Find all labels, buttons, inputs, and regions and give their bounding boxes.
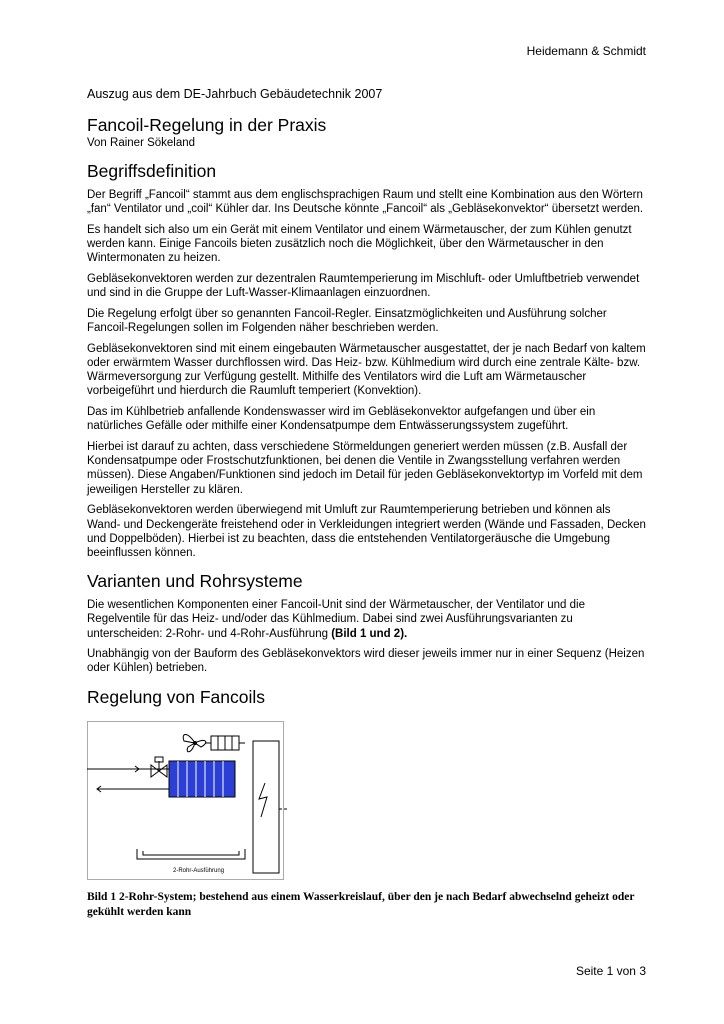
paragraph: Gebläsekonvektoren werden überwiegend mit Umluft zur Raumtemperierung betrieben und können als Wand- und Deckengeräte freistehend oder in Verkleidungen integriert werden (Wände und Fassaden, Decken und Doppelböden). Hierbei ist zu beachten, dass die entstehenden Ventilatorgeräusche die Umgebung beeinflussen können.	[87, 504, 646, 559]
return-pipe	[97, 786, 169, 792]
fan-icon	[183, 735, 206, 752]
damper-box	[205, 736, 245, 750]
valve-icon	[151, 757, 167, 777]
lightning-icon	[259, 783, 267, 817]
figure-inner-label: 2-Rohr-Ausführung	[173, 868, 225, 874]
heading-control: Regelung von Fancoils	[87, 686, 266, 707]
heading-variants: Varianten und Rohrsysteme	[87, 571, 303, 592]
paragraph: Gebläsekonvektoren sind mit einem eingebauten Wärmetauscher ausgestattet, der je nach Bedarf von kaltem oder erwärmtem Wasser durchflossen wird. Das Heiz- bzw. Kühlmedium wird durch eine zentrale Kälte- bzw. Wärmeversorgung zur Verfügung gestellt. Mithilfe des Ventilators wird die Luft am Wärmetauscher vorbeigeführt und hierdurch die Raumluft temperiert (Konvektion).	[87, 342, 646, 398]
paragraph: Unabhängig von der Bauform des Gebläsekonvektors wird dieser jeweils immer nur in einer Sequenz (Heizen oder Kühlen) betrieben.	[87, 648, 645, 675]
paragraph: Das im Kühlbetrieb anfallende Kondenswasser wird im Gebläsekonvektor aufgefangen und über ein natürliches Gefälle oder mithilfe einer Kondensatpumpe dem Entwässerungssystem zugeführt.	[87, 406, 596, 433]
article-author: Von Rainer Sökeland	[87, 137, 196, 149]
paragraph: Der Begriff „Fancoil“ stammt aus dem englischsprachigen Raum und stellt eine Kombination aus den Wörtern „fan“ Ventilator und „coil“ Kühler dar. Ins Deutsche könnte „Fancoil“ als „Gebläsekonvektor“ übersetzt werden.	[87, 189, 644, 216]
figure-border	[88, 722, 284, 880]
paragraph: Gebläsekonvektoren werden zur dezentralen Raumtemperierung im Mischluft- oder Umluftbetrieb verwendet und sind in die Gruppe der Luft-Wasser-Klimaanlagen einzuordnen.	[87, 273, 640, 300]
figure-caption: Bild 1 2-Rohr-System; bestehend aus einem Wasserkreislauf, über den je nach Bedarf abwechselnd geheizt oder gekühlt werden kann	[87, 891, 635, 918]
condensate-tray	[137, 849, 245, 859]
paragraph: Es handelt sich also um ein Gerät mit einem Ventilator und einem Wärmetauscher, der zum Kühlen genutzt werden kann. Einige Fancoils bieten zusätzlich noch die Möglichkeit, über den Wärmetauscher in den Wintermonaten zu heizen.	[87, 223, 632, 265]
figure-reference: (Bild 1 und 2).	[331, 627, 408, 640]
paragraph: Hierbei ist darauf zu achten, dass verschiedene Störmeldungen generiert werden müssen (z.B. Ausfall der Kondensatpumpe oder Frostschutzfunktionen, bei denen die Ventile in Zwangsstellung verfahren werden müssen). Diese Angaben/Funktionen sind jedoch im Detail für jeden Gebläsekonvektortyp im Vorfeld mit dem jeweiligen Hersteller zu klären.	[87, 441, 643, 496]
heading-definition: Begriffsdefinition	[87, 161, 217, 181]
excerpt-line: Auszug aus dem DE-Jahrbuch Gebäudetechnik 2007	[87, 87, 383, 101]
paragraph: Die Regelung erfolgt über so genannten Fancoil-Regler. Einsatzmöglichkeiten und Ausführung solcher Fancoil-Regelungen sollen im Folgenden näher beschrieben werden.	[87, 307, 607, 335]
article-body	[87, 114, 647, 714]
figure-2-pipe-diagram	[87, 721, 287, 881]
controller-box	[253, 741, 287, 873]
paragraph-text: Die wesentlichen Komponenten einer Fancoil-Unit sind der Wärmetauscher, der Ventilator und die Regelventile für das Heiz- und/oder das Kühlmedium. Dabei sind zwei Ausführungsvarianten zu unterscheiden: 2-Rohr- und 4-Rohr-Ausführung	[87, 599, 585, 640]
page-number: Seite 1 von 3	[575, 964, 646, 978]
page-header-company: Heidemann & Schmidt	[526, 44, 646, 58]
paragraph	[87, 598, 647, 641]
heat-exchanger-coil	[169, 761, 235, 797]
article-title: Fancoil-Regelung in der Praxis	[87, 115, 327, 135]
diagram-svg	[87, 721, 287, 881]
